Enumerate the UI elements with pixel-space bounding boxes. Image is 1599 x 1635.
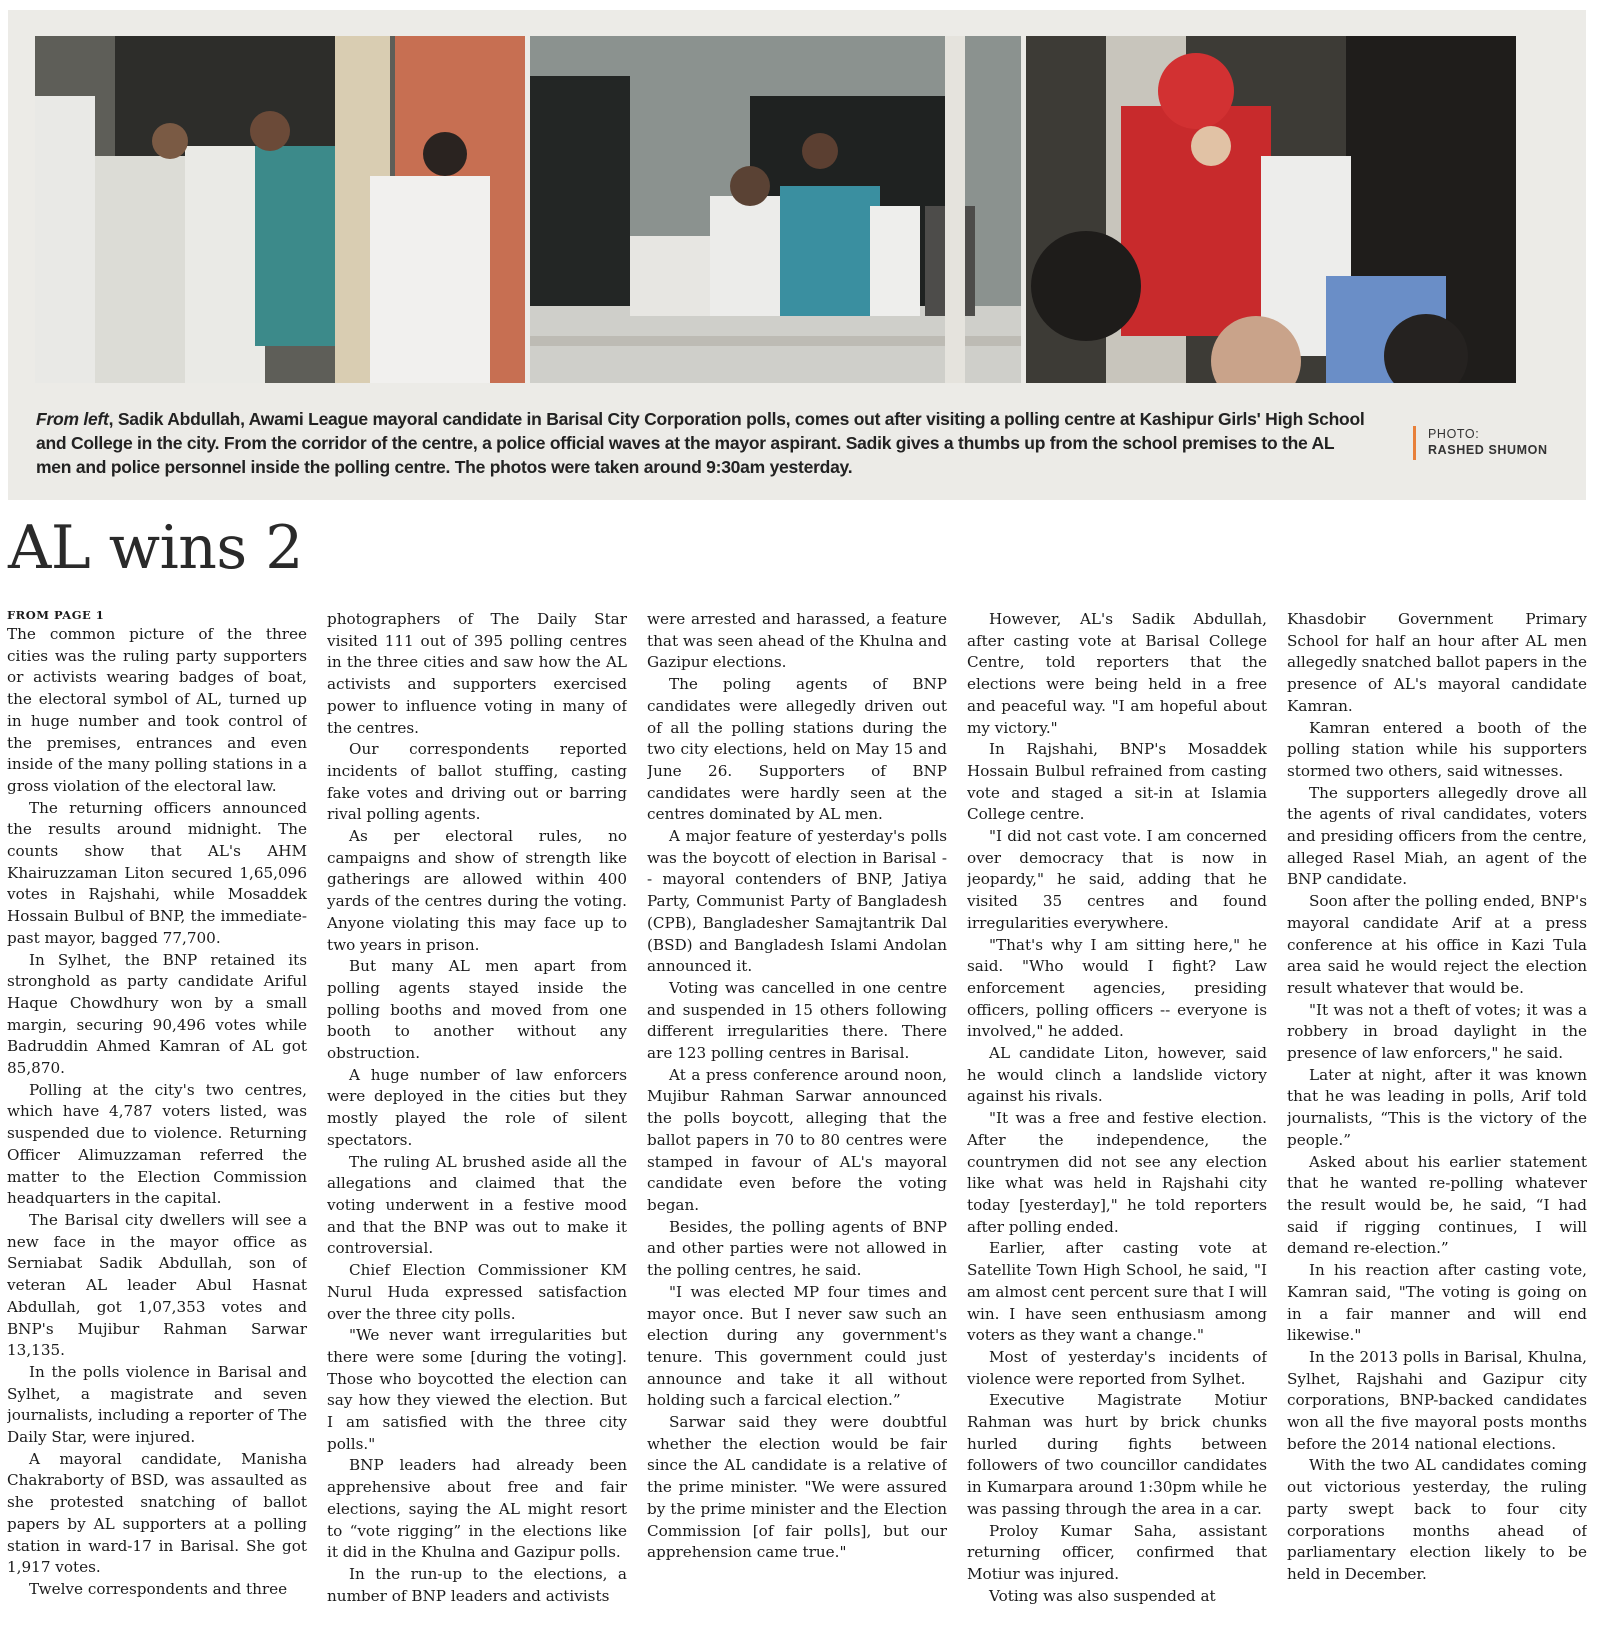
- paragraph: The poling agents of BNP candidates were allegedly driven out of all the polling stations during the two city elections, held on May 15 and June 26. Supporters of BNP candidates were hardly seen at the centres dominated by AL men.: [647, 675, 947, 824]
- paragraph: "I was elected MP four times and mayor once. But I never saw such an election during any government's tenure. This government could just announce and take it all without holding such a farcical election.”: [647, 1282, 947, 1410]
- paragraph: But many AL men apart from polling agents stayed inside the polling booths and moved from one booth to another without any obstruction.: [327, 957, 627, 1063]
- paragraph: Twelve correspondents and three: [29, 1579, 288, 1598]
- paragraph: Khasdobir Government Primary School for half an hour after AL men allegedly snatched ballot papers in the presence of AL's mayoral candidate Kamran.: [1287, 610, 1587, 715]
- paragraph: A huge number of law enforcers were deployed in the cities but they mostly played the role of silent spectators.: [327, 1065, 627, 1149]
- paragraph: However, AL's Sadik Abdullah, after casting vote at Barisal College Centre, told reporters that the elections were being held in a free and peaceful way. "I am hopeful about my victory.": [967, 610, 1267, 737]
- photo-police-waving: [530, 36, 1021, 383]
- paragraph: Voting was cancelled in one centre and suspended in 15 others following different irregularities there. There are 123 polling centres in Barisal.: [647, 978, 947, 1063]
- paragraph: As per electoral rules, no campaigns and show of strength like gatherings are allowed within 400 yards of the centres during the voting. Anyone violating this may face up to two years in prison.: [327, 827, 627, 954]
- paragraph: The Barisal city dwellers will see a new face in the mayor office as Serniabat Sadik Abdullah, son of veteran AL leader Abul Hasnat Abdullah, got 1,07,353 votes and BNP's Mujibur Rahman Sarwar 13,135.: [7, 1210, 307, 1360]
- paragraph: Earlier, after casting vote at Satellite Town High School, he said, "I am almost cent percent sure that I will win. I have seen enthusiasm among voters as they want a change.": [967, 1239, 1267, 1345]
- paragraph: Besides, the polling agents of BNP and other parties were not allowed in the polling centres, he said.: [647, 1217, 947, 1280]
- paragraph: AL candidate Liton, however, said he would clinch a landslide victory against his rivals.: [967, 1044, 1267, 1106]
- article-column-4: [967, 609, 1267, 1629]
- paragraph: The ruling AL brushed aside all the allegations and claimed that the voting underwent in a festive mood and that the BNP was out to make it controversial.: [327, 1152, 627, 1258]
- photo-thumbs-up: [1026, 36, 1516, 383]
- paragraph: "That's why I am sitting here," he said. "Who would I fight? Law enforcement agencies, presiding officers, polling officers -- everyone is involved," he added.: [967, 935, 1267, 1041]
- paragraph: "It was not a theft of votes; it was a robbery in broad daylight in the presence of law enforcers," he said.: [1287, 1000, 1587, 1063]
- article-column-5: [1287, 609, 1587, 1629]
- paragraph: Chief Election Commissioner KM Nurul Huda expressed satisfaction over the three city polls.: [327, 1261, 627, 1323]
- paragraph: were arrested and harassed, a feature that was seen ahead of the Khulna and Gazipur elections.: [647, 610, 947, 672]
- photo-panel: [8, 10, 1586, 500]
- paragraph: In the polls violence in Barisal and Sylhet, a magistrate and seven journalists, including a reporter of The Daily Star, were injured.: [7, 1362, 307, 1447]
- paragraph: Our correspondents reported incidents of ballot stuffing, casting fake votes and driving out or barring rival polling agents.: [327, 740, 627, 824]
- article-column-1: [7, 607, 307, 1627]
- paragraph: BNP leaders had already been apprehensive about free and fair elections, saying the AL might resort to “vote rigging” in the elections like it did in the Khulna and Gazipur polls.: [327, 1456, 627, 1562]
- credit-name: RASHED SHUMON: [1428, 443, 1548, 457]
- paragraph: In Rajshahi, BNP's Mosaddek Hossain Bulbul refrained from casting vote and staged a sit-in at Islamia College centre.: [967, 740, 1267, 824]
- article-column-3: [647, 609, 947, 1629]
- paragraph: Kamran entered a booth of the polling station while his supporters stormed two others, said witnesses.: [1287, 718, 1587, 780]
- paragraph: In his reaction after casting vote, Kamran said, "The voting is going on in a fair manner and will end likewise.": [1287, 1261, 1587, 1345]
- paragraph: "I did not cast vote. I am concerned over democracy that is now in jeopardy," he said, adding that he visited 35 centres and found irregularities everywhere.: [967, 827, 1267, 932]
- article-column-2: [327, 609, 627, 1629]
- kicker: FROM PAGE 1: [7, 608, 105, 622]
- photo-sadik-leaving-centre: [35, 36, 525, 383]
- paragraph: In the 2013 polls in Barisal, Khulna, Sylhet, Rajshahi and Gazipur city corporations, BNP-backed candidates won all the five mayoral posts months before the 2014 national elections.: [1287, 1347, 1587, 1453]
- paragraph: "We never want irregularities but there were some [during the voting]. Those who boycotted the election can say how they viewed the election. But I am satisfied with the three city polls.": [327, 1326, 627, 1453]
- paragraph: "It was a free and festive election. After the independence, the countrymen did not see any election like what was held in Rajshahi city today [yesterday]," he told reporters after polling ended.: [967, 1109, 1267, 1236]
- credit-label: PHOTO:: [1428, 427, 1480, 441]
- headline: AL wins 2: [8, 513, 303, 583]
- paragraph: Proloy Kumar Saha, assistant returning officer, confirmed that Motiur was injured.: [967, 1521, 1267, 1583]
- paragraph: A major feature of yesterday's polls was the boycott of election in Barisal -- mayoral contenders of BNP, Jatiya Party, Communist Party of Bangladesh (CPB), Bangladesher Samajtantrik Dal (BSD) and Bangladesh Islami Andolan announced it.: [647, 827, 947, 976]
- paragraph: Later at night, after it was known that he was leading in polls, Arif told journalists, “This is the victory of the people.”: [1287, 1065, 1587, 1149]
- paragraph: The returning officers announced the results around midnight. The counts show that AL's AHM Khairuzzaman Liton secured 1,65,096 votes in Rajshahi, while Mosaddek Hossain Bulbul of BNP, the immediate-past mayor, bagged 77,700.: [7, 798, 307, 947]
- paragraph: The supporters allegedly drove all the agents of rival candidates, voters and presiding officers from the centre, alleged Rasel Miah, an agent of the BNP candidate.: [1287, 783, 1587, 889]
- paragraph: With the two AL candidates coming out victorious yesterday, the ruling party swept back to four city corporations months ahead of parliamentary election likely to be held in December.: [1287, 1456, 1587, 1583]
- paragraph: At a press conference around noon, Mujibur Rahman Sarwar announced the polls boycott, alleging that the ballot papers in 70 to 80 centres were stamped in favour of AL's mayoral candidate even before the voting began.: [647, 1065, 947, 1214]
- paragraph: In the run-up to the elections, a number of BNP leaders and activists: [327, 1564, 627, 1605]
- caption-text: , Sadik Abdullah, Awami League mayoral candidate in Barisal City Corporation polls, comes out after visiting a polling centre at Kashipur Girls' High School and College in the city. From the corridor of the centre, a police official waves at the mayor aspirant. Sadik gives a thumbs up from the school premises to the AL men and police personnel inside the polling centre. The photos were taken around 9:30am yesterday.: [36, 409, 1365, 477]
- paragraph: In Sylhet, the BNP retained its stronghold as party candidate Ariful Haque Chowdhury won by a small margin, securing 90,496 votes while Badruddin Ahmed Kamran of AL got 85,870.: [7, 950, 307, 1078]
- paragraph: A mayoral candidate, Manisha Chakraborty of BSD, was assaulted as she protested snatching of ballot papers by AL supporters at a polling station in ward-17 in Barisal. She got 1,917 votes.: [7, 1449, 307, 1577]
- caption-lead: From left: [36, 409, 109, 429]
- paragraph: Voting was also suspended at: [989, 1586, 1216, 1605]
- paragraph: Most of yesterday's incidents of violence were reported from Sylhet.: [967, 1347, 1267, 1388]
- paragraph: Soon after the polling ended, BNP's mayoral candidate Arif at a press conference at his office in Kazi Tula area said he would reject the election result whatever that would be.: [1287, 892, 1587, 997]
- paragraph: Executive Magistrate Motiur Rahman was hurt by brick chunks hurled during fights between followers of two councillor candidates in Kumarpara around 1:30pm while he was passing through the area in a car.: [967, 1391, 1267, 1518]
- photo-credit: [1413, 426, 1548, 460]
- paragraph: Asked about his earlier statement that he wanted re-polling whatever the result would be, he said, “I had said if rigging continues, I will demand re-election.”: [1287, 1152, 1587, 1258]
- paragraph: Sarwar said they were doubtful whether the election would be fair since the AL candidate is a relative of the prime minister. "We were assured by the prime minister and the Election Commission [of fair polls], but our apprehension came true.": [647, 1413, 947, 1562]
- paragraph: Polling at the city's two centres, which have 4,787 voters listed, was suspended due to violence. Returning Officer Alimuzzaman referred the matter to the Election Commission headquarters in the capital.: [7, 1080, 307, 1208]
- paragraph: photographers of The Daily Star visited 111 out of 395 polling centres in the three cities and saw how the AL activists and supporters exercised power to influence voting in many of the centres.: [327, 610, 627, 737]
- photo-caption: [36, 407, 1366, 479]
- paragraph: The common picture of the three cities was the ruling party supporters or activists wearing badges of boat, the electoral symbol of AL, turned up in huge number and took control of the premises, entrances and even inside of the many polling stations in a gross violation of the electoral law.: [7, 625, 307, 795]
